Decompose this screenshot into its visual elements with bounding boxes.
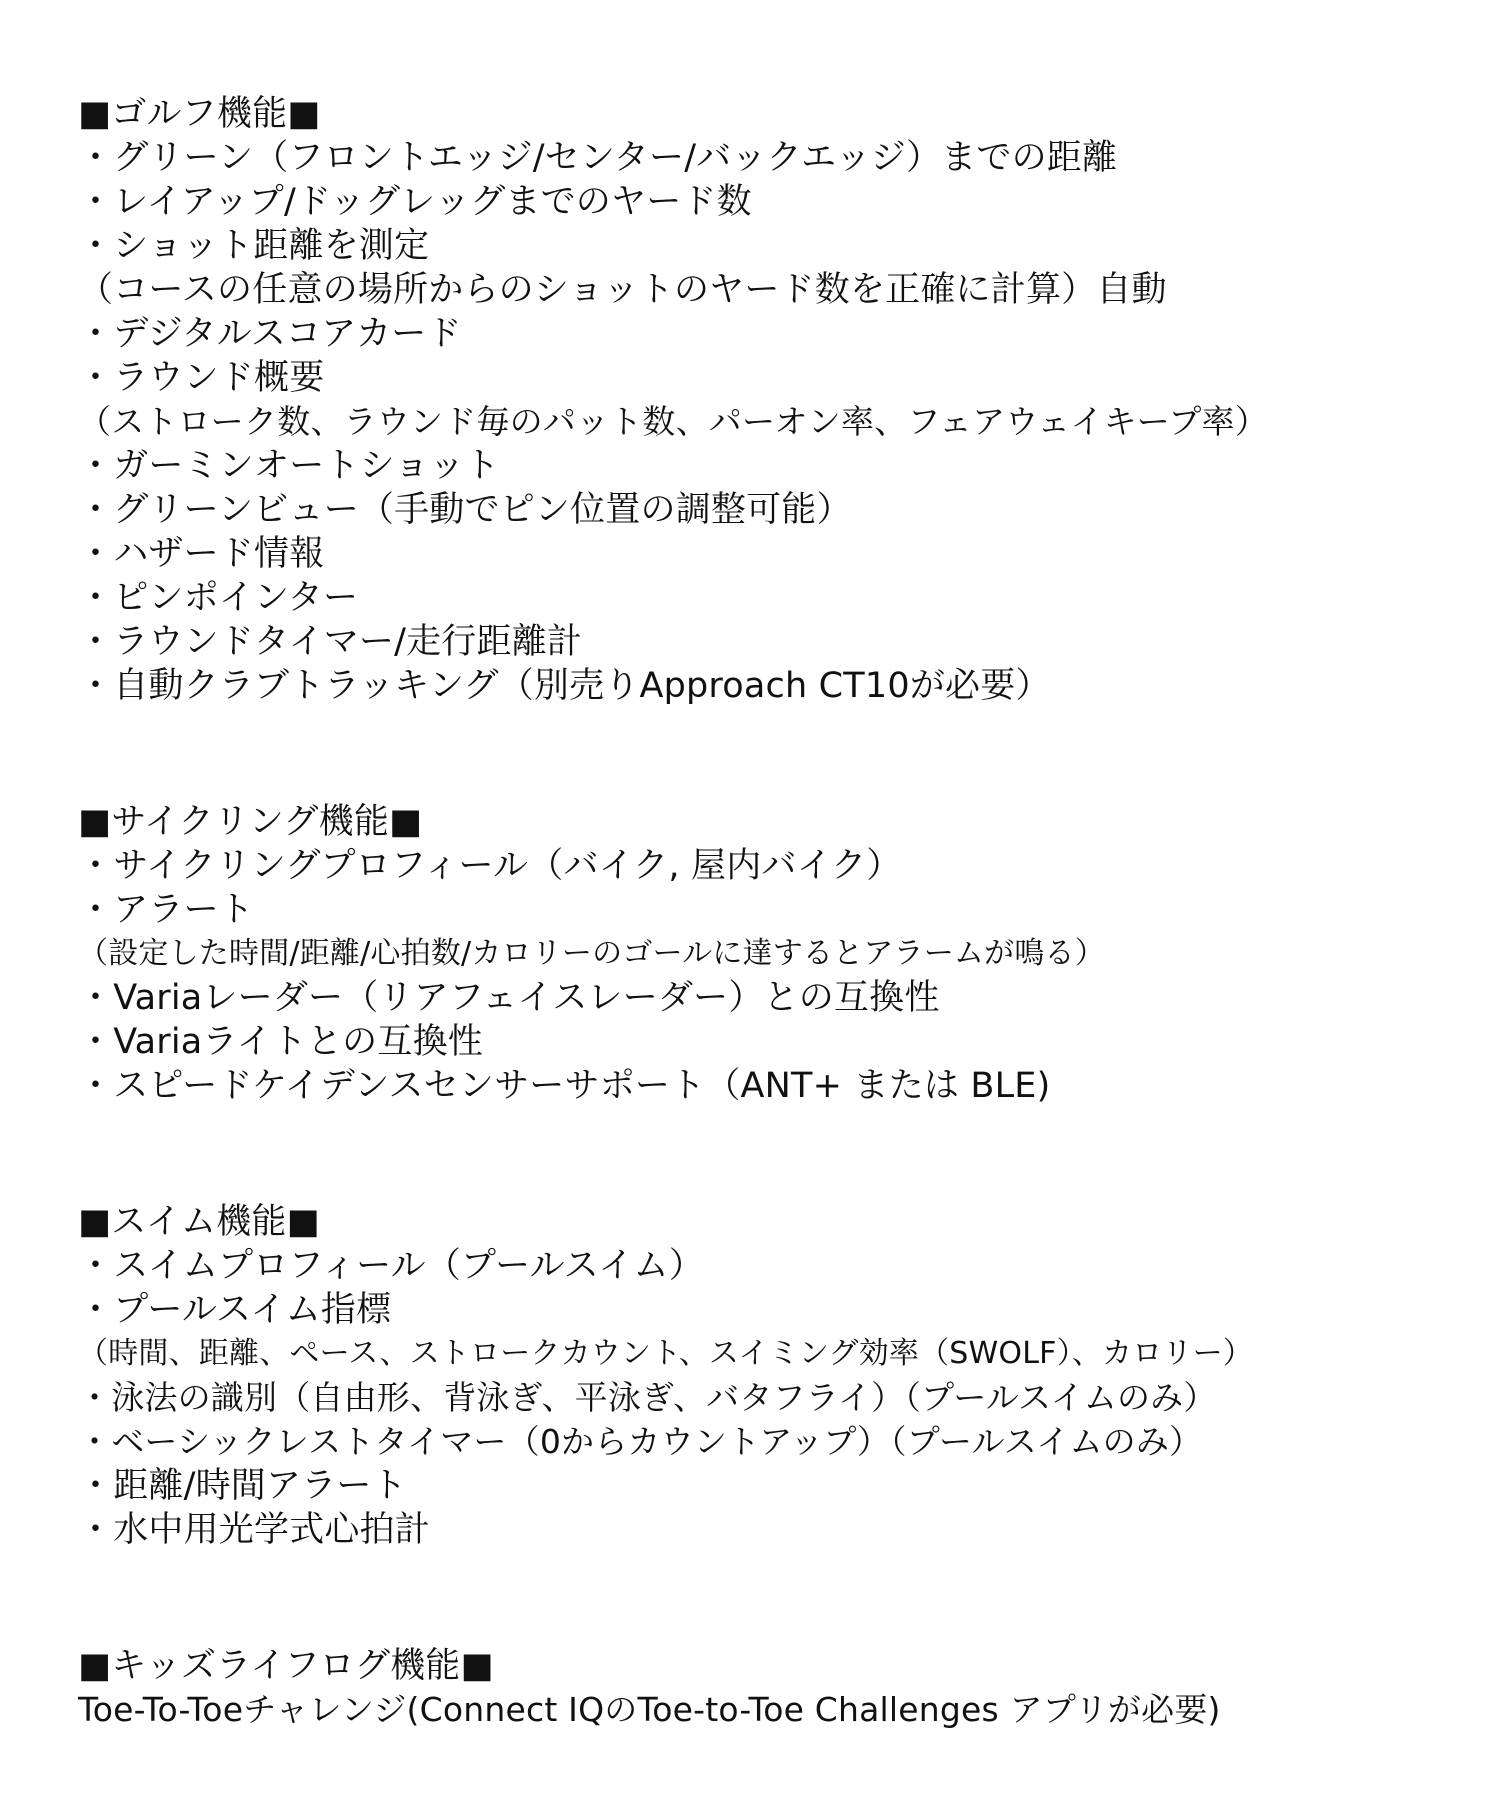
cycling-section <box>78 800 1478 1108</box>
swim-feature-item: ・水中用光学式心拍計 <box>78 1510 431 1550</box>
cycling-feature-item: ・サイクリングプロフィール（バイク, 屋内バイク） <box>78 846 902 886</box>
golf-feature-note: （コースの任意の場所からのショットのヤード数を正確に計算）自動 <box>78 270 1167 310</box>
golf-feature-item: ・ピンポインター <box>78 578 359 618</box>
swim-feature-item: ・スイムプロフィール（プールスイム） <box>78 1246 704 1286</box>
golf-feature-item: ・ラウンドタイマー/走行距離計 <box>78 622 583 662</box>
cycling-feature-item: ・アラート <box>78 890 255 930</box>
feature-document <box>78 92 1478 1732</box>
cycling-feature-note: （設定した時間/距離/心拍数/カロリーのゴールに達するとアラームが鳴る） <box>78 936 1105 971</box>
swim-feature-item: ・ベーシックレストタイマー（0からカウントアップ）（プールスイムのみ） <box>78 1422 1203 1461</box>
golf-feature-item: ・ラウンド概要 <box>78 358 325 398</box>
golf-section-title: ■ゴルフ機能■ <box>78 94 321 134</box>
swim-feature-item: ・距離/時間アラート <box>78 1466 407 1506</box>
golf-section <box>78 92 1478 708</box>
golf-feature-item: ・グリーンビュー（手動でピン位置の調整可能） <box>78 490 852 530</box>
golf-feature-item: ・デジタルスコアカード <box>78 314 462 354</box>
kids-section <box>78 1644 1478 1732</box>
swim-feature-note: （時間、距離、ペース、ストロークカウント、スイミング効率（SWOLF）、カロリー） <box>78 1336 1253 1371</box>
swim-feature-item: ・泳法の識別（自由形、背泳ぎ、平泳ぎ、バタフライ）（プールスイムのみ） <box>78 1378 1217 1417</box>
cycling-feature-item: ・スピードケイデンスセンサーサポート（ANT+ または BLE) <box>78 1066 1051 1106</box>
golf-feature-item: ・ハザード情報 <box>78 534 325 574</box>
golf-feature-item: ・ショット距離を測定 <box>78 226 430 266</box>
golf-feature-item: ・グリーン（フロントエッジ/センター/バックエッジ）までの距離 <box>78 138 1118 178</box>
cycling-feature-item: ・Variaライトとの互換性 <box>78 1022 483 1062</box>
swim-section <box>78 1200 1478 1552</box>
golf-feature-note: （ストローク数、ラウンド毎のパット数、パーオン率、フェアウェイキープ率） <box>78 402 1268 441</box>
cycling-feature-item: ・Variaレーダー（リアフェイスレーダー）との互換性 <box>78 978 940 1018</box>
kids-feature-item: Toe-To-Toeチャレンジ(Connect IQのToe-to-Toe Challenges アプリが必要) <box>78 1690 1221 1729</box>
cycling-section-title: ■サイクリング機能■ <box>78 802 423 842</box>
golf-feature-item: ・レイアップ/ドッグレッグまでのヤード数 <box>78 182 752 222</box>
swim-feature-item: ・プールスイム指標 <box>78 1290 392 1330</box>
kids-section-title: ■キッズライフログ機能■ <box>78 1646 494 1686</box>
swim-section-title: ■スイム機能■ <box>78 1202 320 1242</box>
golf-feature-item: ・自動クラブトラッキング（別売りApproach CT10が必要） <box>78 666 1051 706</box>
golf-feature-item: ・ガーミンオートショット <box>78 446 500 486</box>
